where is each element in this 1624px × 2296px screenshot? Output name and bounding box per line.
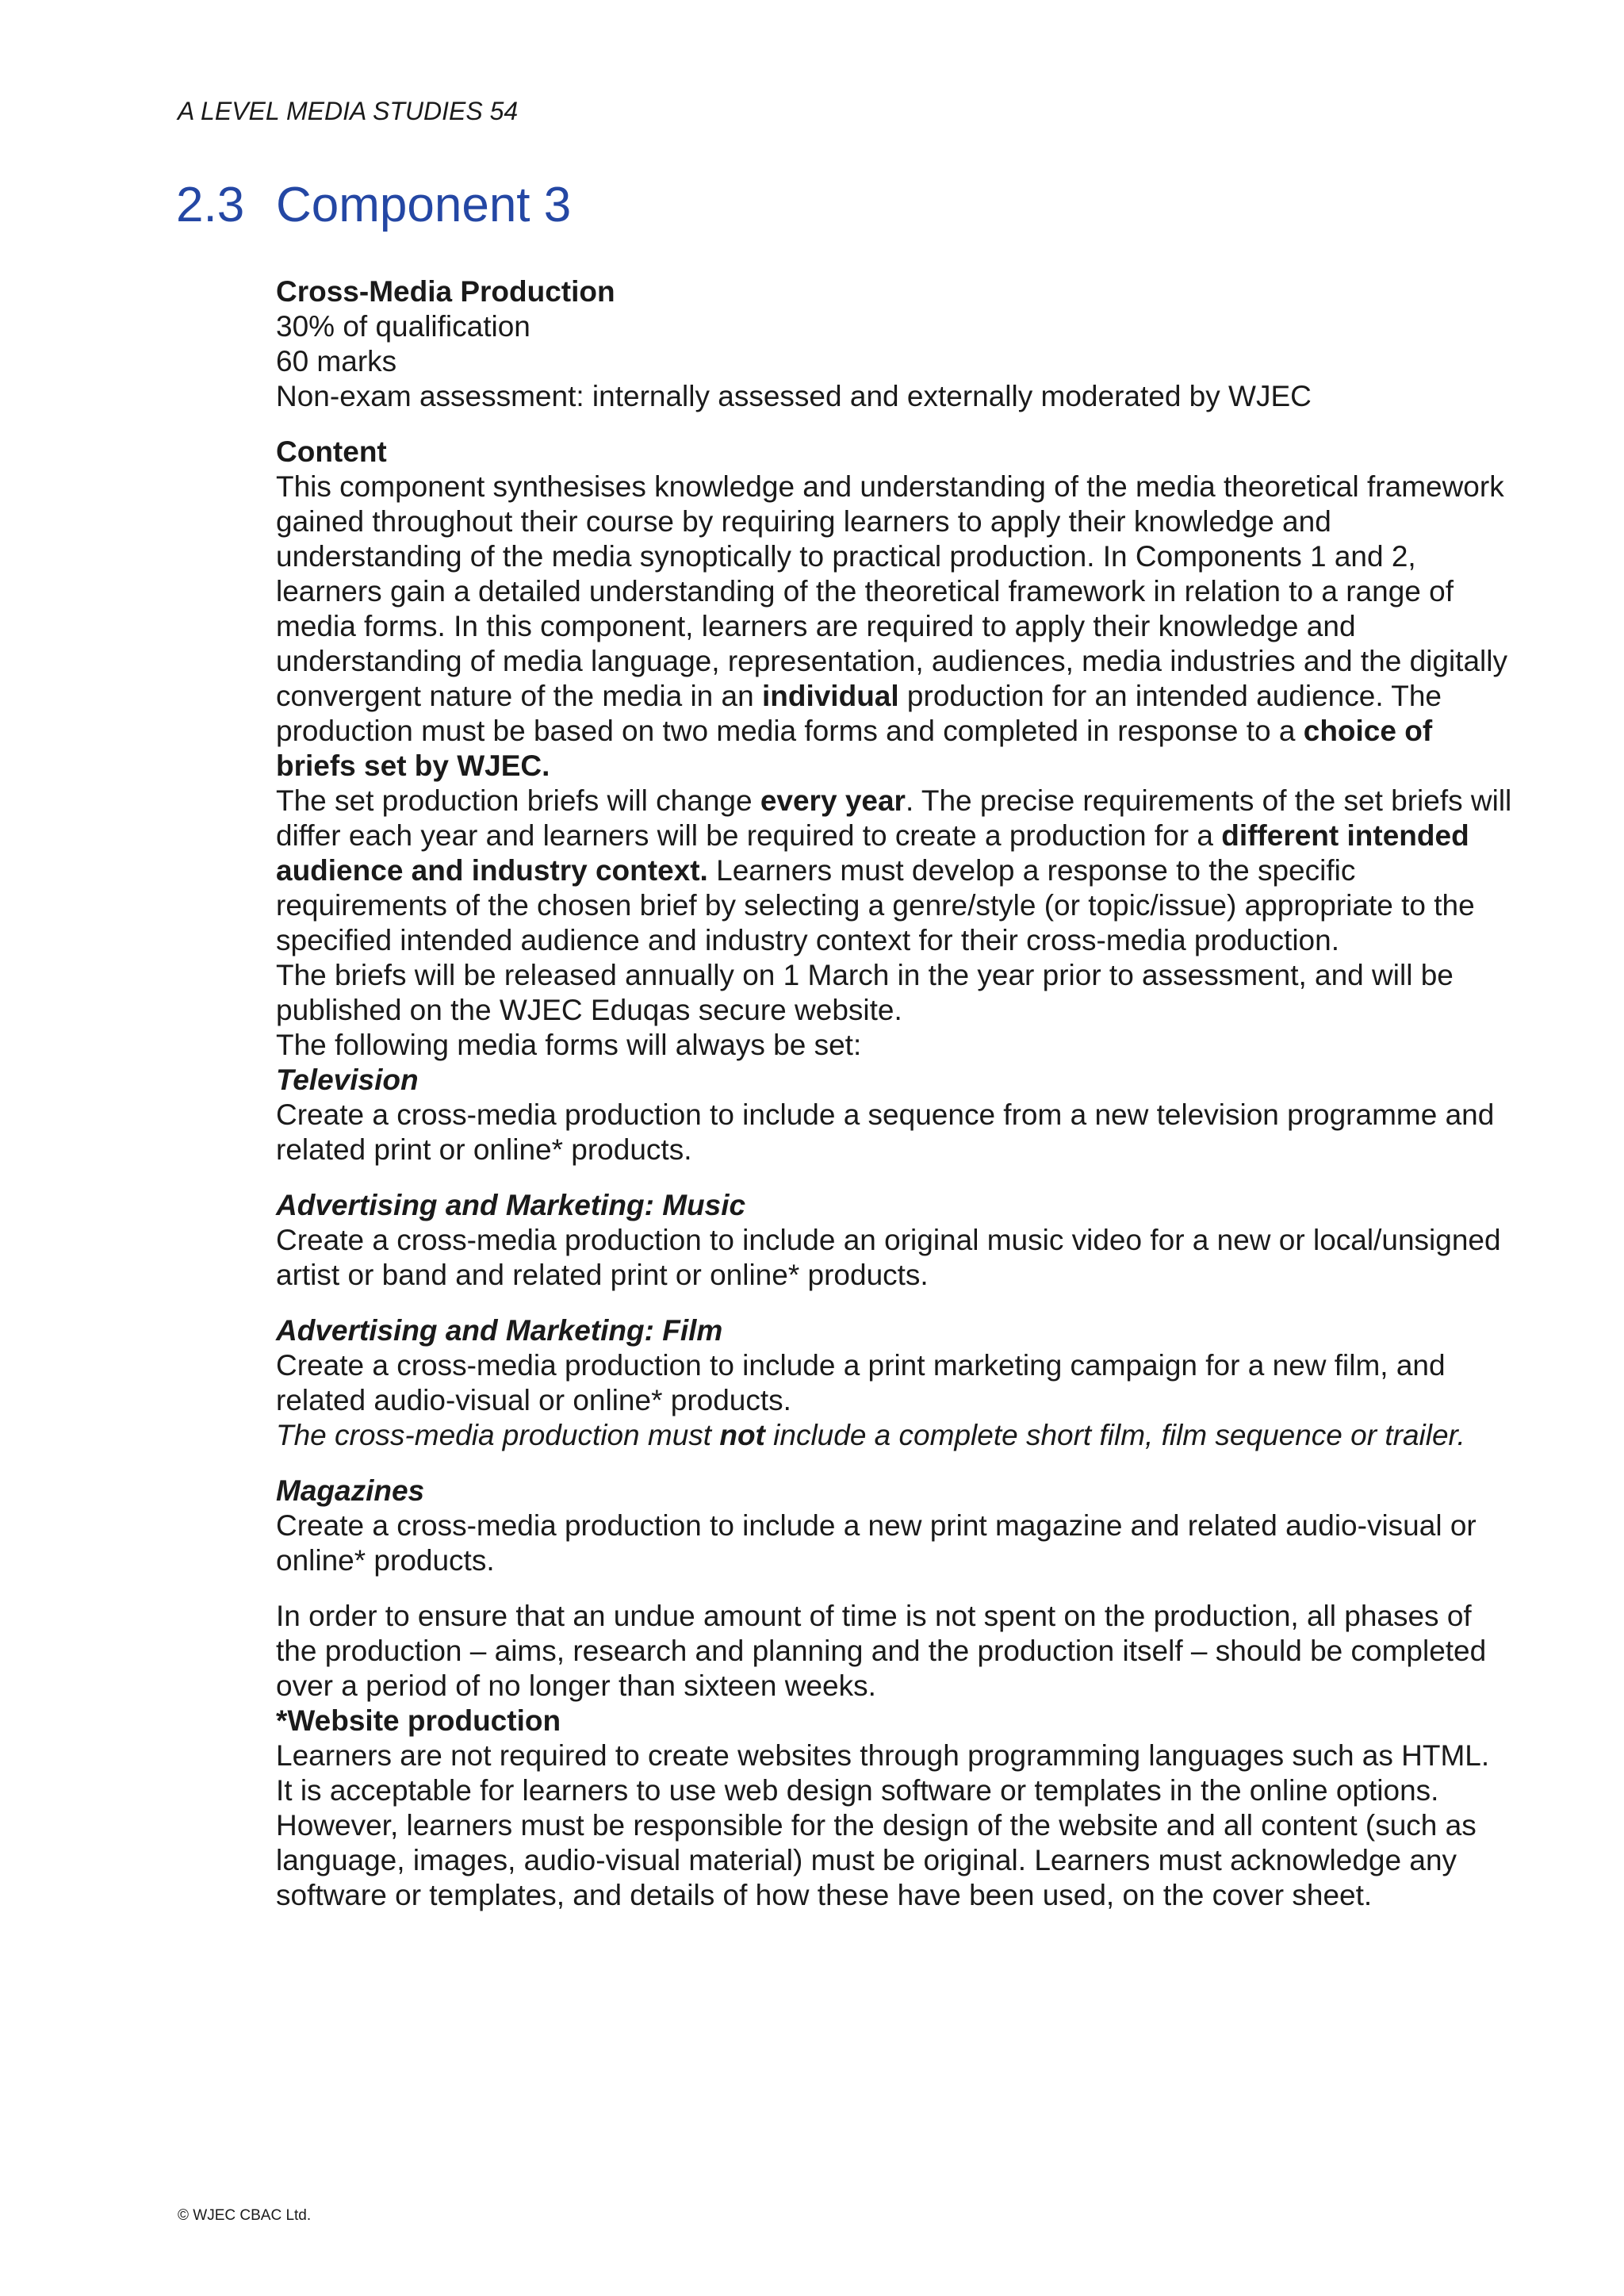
film-note-bold: not [719,1419,765,1451]
section-title: Component 3 [276,178,572,232]
content-paragraph-3: The briefs will be released annually on 1 March in the year prior to assessment, and will be published on the WJEC Eduqas secure website. [276,959,1454,1026]
para1-text-b: production for an intended audience. The production must be based on two media forms and completed in response to a [276,680,1442,747]
content-paragraph-2 [276,784,1513,958]
para2-text-b: . The precise requirements of the set briefs will differ each year and learners will be required to create a production for a [276,784,1512,852]
media-form-music [276,1188,1513,1293]
component-content [276,274,1513,1913]
para2-bold-a: every year [760,784,906,817]
website-title: *Website production [276,1704,561,1737]
magazines-description: Create a cross-media production to include a new print magazine and related audio-visual or online* products. [276,1509,1477,1577]
content-paragraph-1 [276,470,1513,784]
music-title: Advertising and Marketing: Music [276,1189,746,1221]
film-description: Create a cross-media production to include a print marketing campaign for a new film, and related audio-visual or online* products. [276,1349,1446,1416]
television-description: Create a cross-media production to include a sequence from a new television programme and related print or online* products. [276,1098,1495,1166]
media-form-television [276,1063,1513,1167]
running-header: A LEVEL MEDIA STUDIES 54 [178,97,519,125]
para2-text-a: The set production briefs will change [276,784,760,817]
footer-copyright: © WJEC CBAC Ltd. [178,2207,312,2224]
media-form-magazines [276,1474,1513,1578]
film-note-a: The cross-media production must [276,1419,720,1451]
para2-bold-b: different intended audience and industry context. [276,819,1469,887]
media-form-film [276,1313,1513,1453]
magazines-title: Magazines [276,1474,425,1507]
film-note [276,1418,1513,1453]
film-title: Advertising and Marketing: Film [276,1314,723,1347]
website-production-block [276,1704,1513,1913]
music-description: Create a cross-media production to include an original music video for a new or local/unsigned artist or band and related print or online* products. [276,1224,1501,1291]
overview-weighting: 30% of qualification [276,310,530,343]
section-number: 2.3 [176,178,245,232]
para2-text-c: Learners must develop a response to the specific requirements of the chosen brief by selecting a genre/style (or topic/issue) appropriate to the specified intended audience and industry context for their cross-media production. [276,854,1475,956]
overview-assessment: Non-exam assessment: internally assessed and externally moderated by WJEC [276,380,1312,412]
para1-text-a: This component synthesises knowledge and understanding of the media theoretical framework gained throughout their course by requiring learners to apply their knowledge and understanding of the media synoptically to practical production. In Components 1 and 2, learners gain a detailed understanding of the theoretical framework in relation to a range of media forms. In this component, learners are required to apply their knowledge and understanding of media language, representation, audiences, media industries and the digitally convergent nature of the media in an [276,470,1507,712]
section-heading [176,176,571,235]
overview-marks: 60 marks [276,345,397,378]
website-text: Learners are not required to create websites through programming languages such as HTML. It is acceptable for learners to use web design software or templates in the online options. However, learners must be responsible for the design of the website and all content (such as language, images, audio-visual material) must be original. Learners must acknowledge any software or templates, and details of how these have been used, on the cover sheet. [276,1739,1490,1911]
overview-title: Cross-Media Production [276,275,615,308]
content-paragraph-4: The following media forms will always be set: [276,1029,862,1061]
film-note-b: include a complete short film, film sequence or trailer. [764,1419,1465,1451]
para1-bold-b: choice of briefs set by WJEC. [276,715,1433,782]
overview-block [276,274,1513,414]
time-limit-paragraph: In order to ensure that an undue amount of time is not spent on the production, all phases of the production – aims, research and planning and the production itself – should be completed over a period of no longer than sixteen weeks. [276,1600,1487,1702]
television-title: Television [276,1064,419,1096]
content-heading: Content [276,435,387,468]
para1-bold-a: individual [761,680,899,712]
